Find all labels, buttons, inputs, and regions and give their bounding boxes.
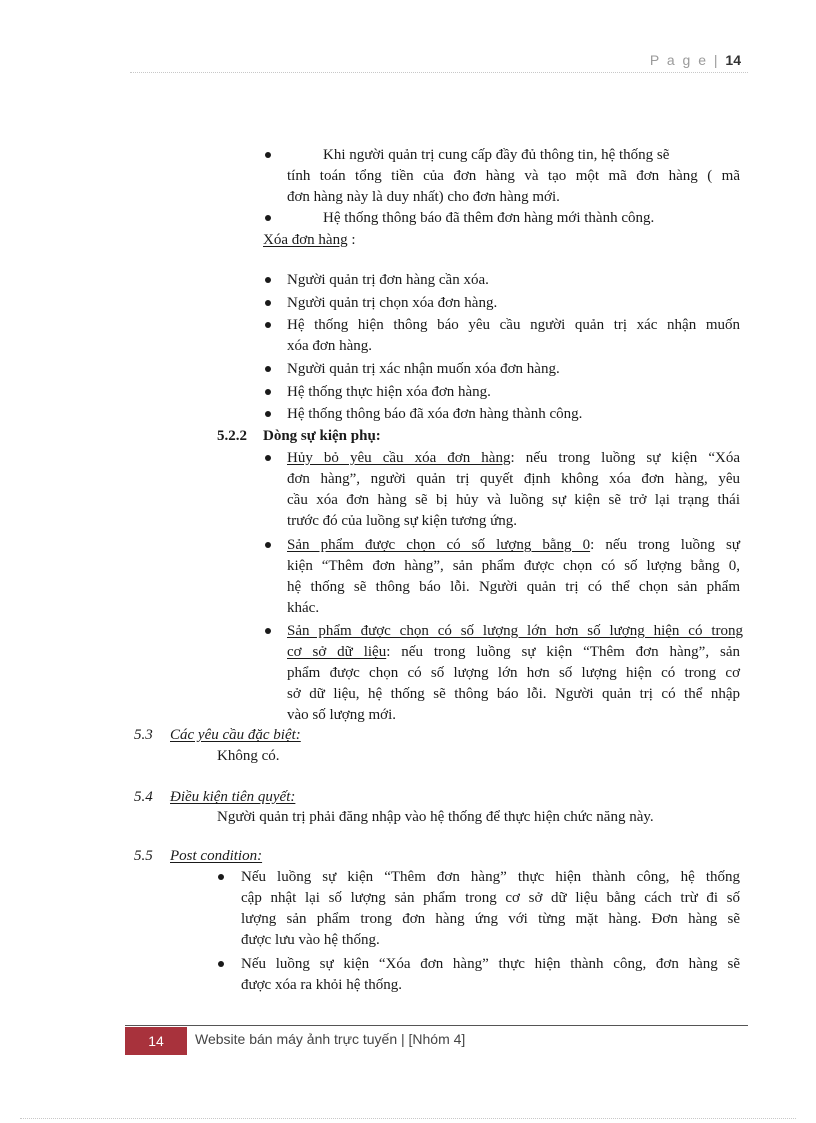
bullet-text: Khi người quản trị cung cấp đầy đủ thông tin, hệ thống sẽ bbox=[323, 147, 670, 163]
bullet-dot bbox=[265, 411, 271, 417]
page-header bbox=[650, 52, 741, 68]
list-item: Hệ thống thực hiện xóa đơn hàng. bbox=[287, 384, 491, 400]
page-label: P a g e bbox=[649, 52, 708, 68]
section-title: Dòng sự kiện phụ: bbox=[263, 428, 381, 444]
alt-flow-item: cơ sở dữ liệu: nếu trong luồng sự kiện “Thêm đơn hàng”, sản bbox=[287, 644, 740, 660]
bullet-dot bbox=[265, 455, 271, 461]
list-item: Hệ thống thông báo đã xóa đơn hàng thành công. bbox=[287, 406, 583, 422]
list-item: Người quản trị đơn hàng cần xóa. bbox=[287, 272, 489, 288]
alt-flow-text: kiện “Thêm đơn hàng”, sản phẩm được chọn có số lượng bằng 0, bbox=[287, 558, 740, 574]
section-title: Điều kiện tiên quyết: bbox=[170, 789, 296, 805]
bullet-dot bbox=[265, 628, 271, 634]
alt-flow-label: cơ sở dữ liệu bbox=[287, 644, 387, 660]
bullet-dot bbox=[218, 961, 224, 967]
section-number: 5.4 bbox=[134, 789, 153, 805]
list-item: Người quản trị chọn xóa đơn hàng. bbox=[287, 295, 498, 311]
alt-flow-text: phẩm được chọn có số lượng lớn hơn số lượng hiện có trong cơ bbox=[287, 665, 740, 681]
alt-flow-text: cầu xóa đơn hàng sẽ bị hủy và luồng sự kiện sẽ trở lại trạng thái bbox=[287, 492, 740, 508]
alt-flow-text: hệ thống sẽ thông báo lỗi. Người quản trị có thể chọn sản phẩm bbox=[287, 579, 740, 595]
postcondition-text: cập nhật lại số lượng sản phẩm trong cơ sở dữ liệu bằng cách trừ đi số bbox=[241, 890, 740, 906]
alt-flow-item: Hủy bỏ yêu cầu xóa đơn hàng: nếu trong luồng sự kiện “Xóa bbox=[287, 450, 740, 466]
bullet-dot bbox=[265, 215, 271, 221]
alt-flow-text: vào số lượng mới. bbox=[287, 707, 396, 723]
bullet-dot bbox=[265, 542, 271, 548]
header-page-number: 14 bbox=[725, 52, 741, 68]
alt-flow-text: đơn hàng”, người quản trị quyết định không xóa đơn hàng, yêu bbox=[287, 471, 740, 487]
delete-order-heading: Xóa đơn hàng : bbox=[263, 232, 356, 248]
postcondition-text: Nếu luồng sự kiện “Xóa đơn hàng” thực hiện thành công, đơn hàng sẽ bbox=[241, 956, 740, 972]
bullet-dot bbox=[265, 277, 271, 283]
bullet-text: tính toán tổng tiền của đơn hàng và tạo một mã đơn hàng ( mã bbox=[287, 168, 740, 184]
postcondition-text: lượng sản phẩm trong đơn hàng ứng với từng mặt hàng. Đơn hàng sẽ bbox=[241, 911, 740, 927]
bullet-dot bbox=[265, 152, 271, 158]
list-item: xóa đơn hàng. bbox=[287, 338, 372, 354]
alt-flow-text: sở dữ liệu, hệ thống sẽ thông báo lỗi. Người quản trị có thể nhập bbox=[287, 686, 740, 702]
bullet-dot bbox=[218, 874, 224, 880]
section-body: Người quản trị phải đăng nhập vào hệ thống để thực hiện chức năng này. bbox=[217, 809, 654, 825]
footer-title: Website bán máy ảnh trực tuyến | [Nhóm 4] bbox=[195, 1031, 466, 1047]
bullet-dot bbox=[265, 366, 271, 372]
alt-flow-label: Hủy bỏ yêu cầu xóa đơn hàng bbox=[287, 450, 511, 466]
alt-flow-text: khác. bbox=[287, 600, 320, 616]
alt-flow-text: trước đó của luồng sự kiện tương ứng. bbox=[287, 513, 518, 529]
bullet-dot bbox=[265, 300, 271, 306]
section-title: Các yêu cầu đặc biệt: bbox=[170, 727, 301, 743]
alt-flow-item: Sản phẩm được chọn có số lượng bằng 0: nếu trong luồng sự bbox=[287, 537, 740, 553]
footer-page-number: 14 bbox=[125, 1027, 187, 1055]
bullet-text: đơn hàng này là duy nhất) cho đơn hàng mới. bbox=[287, 189, 560, 205]
section-title: Post condition: bbox=[170, 848, 263, 864]
list-item: Người quản trị xác nhận muốn xóa đơn hàng. bbox=[287, 361, 560, 377]
page-edge-divider bbox=[20, 1118, 796, 1119]
header-separator: | bbox=[713, 52, 720, 68]
list-item: Hệ thống hiện thông báo yêu cầu người quản trị xác nhận muốn bbox=[287, 317, 740, 333]
alt-flow-label: Sản phẩm được chọn có số lượng lớn hơn số lượng hiện có trong bbox=[287, 623, 743, 639]
section-number: 5.5 bbox=[134, 848, 153, 864]
alt-flow-label: Sản phẩm được chọn có số lượng bằng 0 bbox=[287, 537, 591, 553]
section-number: 5.3 bbox=[134, 727, 153, 743]
section-body: Không có. bbox=[217, 748, 280, 764]
postcondition-text: Nếu luồng sự kiện “Thêm đơn hàng” thực hiện thành công, hệ thống bbox=[241, 869, 740, 885]
footer-divider bbox=[125, 1025, 748, 1026]
postcondition-text: được xóa ra khỏi hệ thống. bbox=[241, 977, 403, 993]
delete-order-heading-label: Xóa đơn hàng bbox=[263, 232, 348, 248]
header-divider bbox=[130, 72, 748, 73]
bullet-dot bbox=[265, 322, 271, 328]
bullet-text: Hệ thống thông báo đã thêm đơn hàng mới thành công. bbox=[323, 210, 655, 226]
section-number: 5.2.2 bbox=[217, 428, 247, 444]
postcondition-text: được lưu vào hệ thống. bbox=[241, 932, 380, 948]
bullet-dot bbox=[265, 389, 271, 395]
